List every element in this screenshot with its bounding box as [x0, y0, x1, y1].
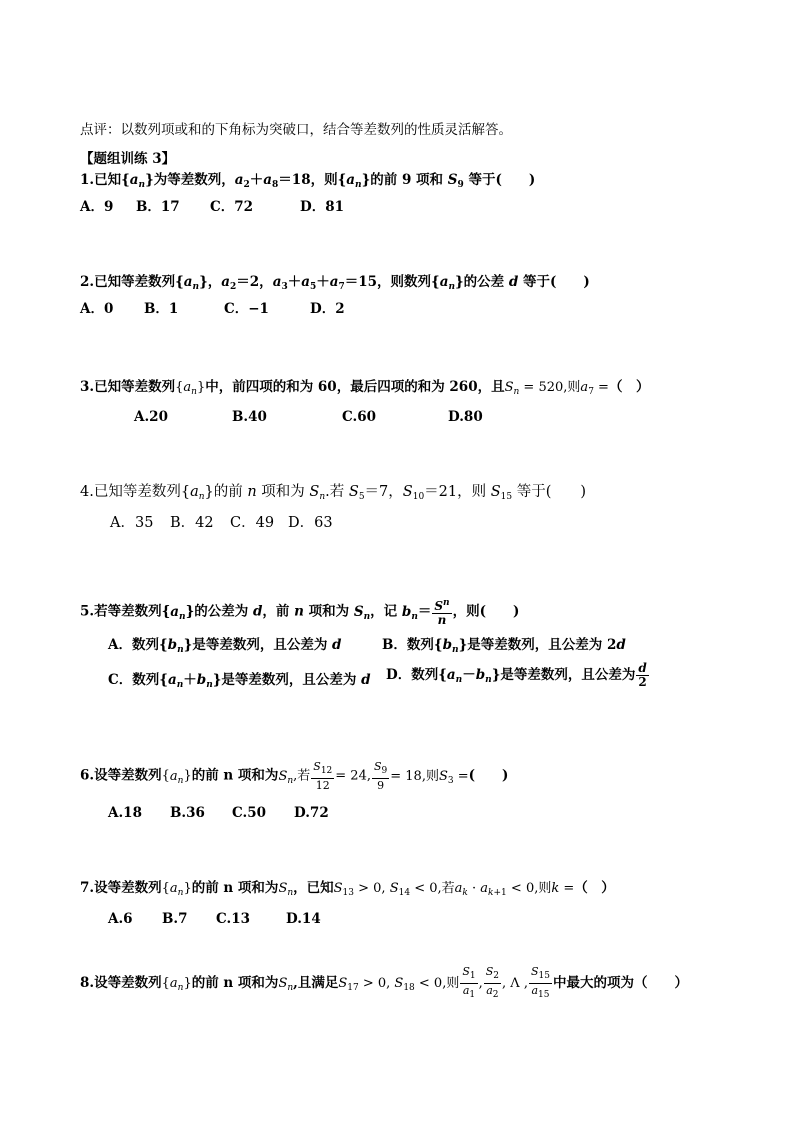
q1-option-c: C．72: [210, 199, 254, 215]
q5-option-c: C．数列$\{a_n+b_n\}$是等差数列，且公差为 d: [108, 672, 371, 690]
question-1: 1.已知$\{a_n\}$为等差数列，$a_2+a_8=18$，则$\{a_n\}$的前 9 项和 $S_9$ 等于( ): [80, 172, 536, 190]
question-5: 5.若等差数列$\{a_n\}$的公差为 d，前 n 项和为 $S_n$，记 $b_n=$ $\frac{S^n}{n}$ ，则( ): [80, 598, 520, 627]
q7-option-d: D.14: [286, 911, 321, 927]
question-6: 6.设等差数列$\{a_n\}$的前 n 项和为$S_n$,若 $\frac{S_{12}}{12}$ = 24, $\frac{S_9}{9}$ = 18,则$S_3$ =( ): [80, 760, 509, 792]
question-8: 8.设等差数列$\{a_n\}$的前 n 项和为$S_n$,且满足$S_{17} > 0$, $S_{18} < 0$,则 $\frac{S_1}{a_1}$ , $\frac{S_2}{a_2}$ , Λ , $\frac{S_{15}}{a_{15}}$ 中最大的项为（ ）: [80, 965, 688, 1000]
q1-option-a: A．9: [80, 199, 114, 215]
q1-option-d: D．81: [300, 199, 344, 215]
q7-option-a: A.6: [108, 911, 133, 927]
q3-option-b: B.40: [232, 409, 267, 425]
section-title: 【题组训练 3】: [80, 151, 176, 167]
q4-option-c: C．49: [230, 515, 275, 531]
q4-option-d: D．63: [288, 515, 333, 531]
q1-option-b: B．17: [136, 199, 180, 215]
q3-option-d: D.80: [448, 409, 483, 425]
q5-option-a: A．数列$\{b_n\}$是等差数列，且公差为 d: [108, 637, 342, 655]
comment-text: 点评：以数列项或和的下角标为突破口，结合等差数列的性质灵活解答。: [80, 122, 512, 138]
q4-option-a: A．35: [110, 515, 154, 531]
q4-option-b: B．42: [170, 515, 214, 531]
q5-option-b: B．数列$\{b_n\}$是等差数列，且公差为 2d: [382, 637, 626, 655]
q5-option-d: D．数列$\{a_n-b_n\}$是等差数列，且公差为 $\frac{d}{2}$: [386, 661, 647, 689]
q6-option-a: A.18: [108, 805, 142, 821]
question-2: 2.已知等差数列$\{a_n\}$，$a_2=2$，$a_3+a_5+a_7=15$，则数列$\{a_n\}$的公差 d 等于( ): [80, 274, 590, 292]
q2-option-a: A．0: [80, 301, 114, 317]
q7-option-b: B.7: [162, 911, 188, 927]
question-7: 7.设等差数列$\{a_n\}$的前 n 项和为$S_n$，已知$S_{13} > 0$, $S_{14} < 0$,若$a_k \cdot a_{k+1} < 0$,则k =（ ）: [80, 880, 615, 898]
q6-option-b: B.36: [170, 805, 205, 821]
q6-option-c: C.50: [232, 805, 266, 821]
question-3: 3.已知等差数列$\{a_n\}$中，前四项的和为 60，最后四项的和为 260，且$S_n = 520$,则$a_7$ =（ ）: [80, 379, 650, 397]
question-4: 4.已知等差数列$\{a_n\}$的前 n 项和为 $S_n$.若 $S_5=7$，$S_{10}=21$，则 $S_{15}$ 等于( ): [80, 484, 587, 502]
q7-option-c: C.13: [216, 911, 250, 927]
q2-option-b: B．1: [144, 301, 179, 317]
q2-option-d: D．2: [310, 301, 345, 317]
q3-option-a: A.20: [134, 409, 168, 425]
q6-option-d: D.72: [294, 805, 329, 821]
q2-option-c: C．−1: [224, 301, 269, 317]
q3-option-c: C.60: [342, 409, 376, 425]
